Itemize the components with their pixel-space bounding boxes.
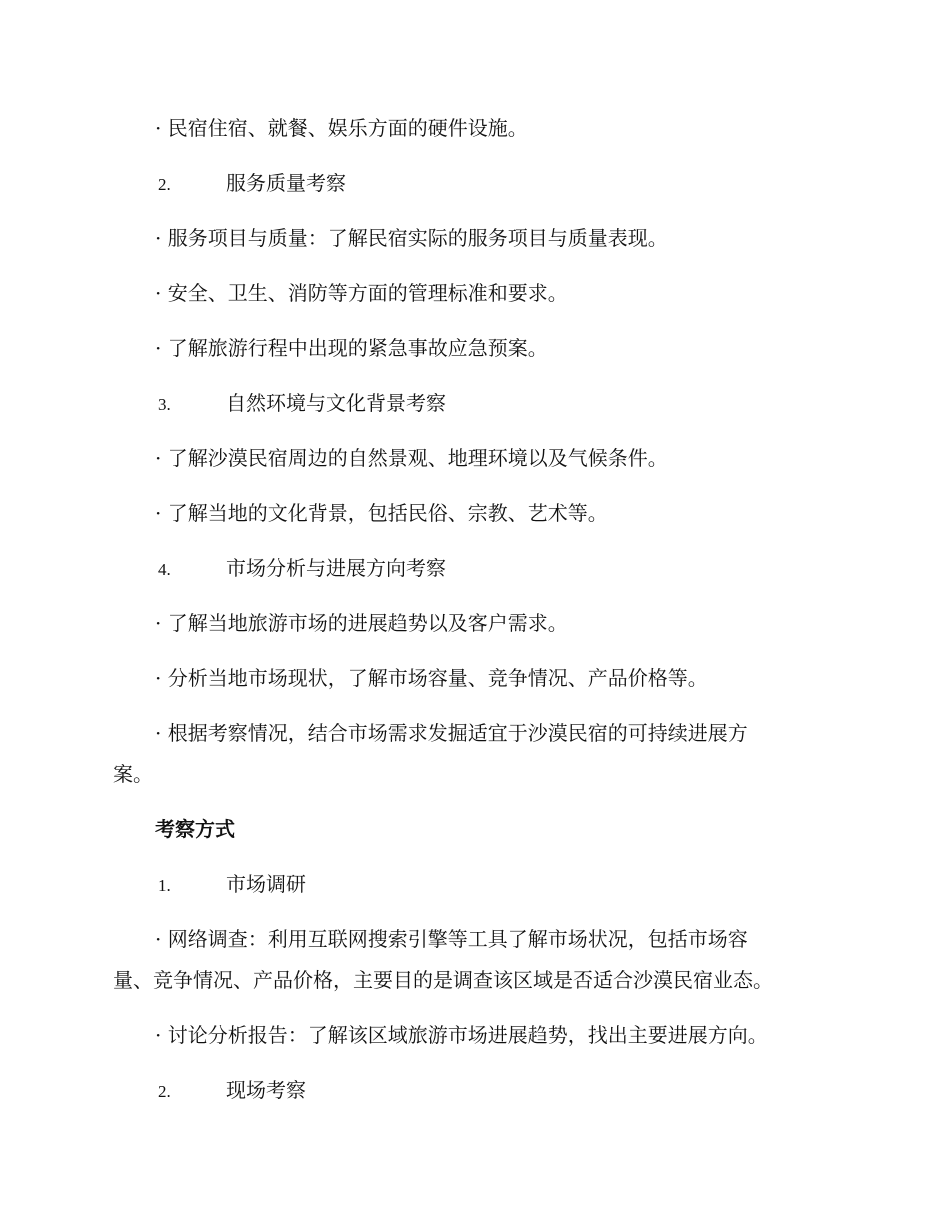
bullet-natural-landscape: · 了解沙漠民宿周边的自然景观、地理环境以及气候条件。: [155, 446, 668, 470]
section-market-research: [158, 870, 306, 900]
list-number: 3.: [158, 395, 171, 414]
section-field-survey: [158, 1076, 306, 1106]
list-number: 2.: [158, 175, 171, 194]
list-title: 自然环境与文化背景考察: [226, 391, 446, 415]
list-number: 1.: [158, 876, 171, 895]
bullet-emergency-plan: · 了解旅游行程中出现的紧急事故应急预案。: [155, 336, 548, 360]
list-number: 2.: [158, 1082, 171, 1101]
bullet-hardware-facilities: · 民宿住宿、就餐、娱乐方面的硬件设施。: [155, 116, 528, 140]
bullet-sustainable-plan: · 根据考察情况，结合市场需求发掘适宜于沙漠民宿的可持续进展方: [155, 721, 748, 745]
list-title: 市场分析与进展方向考察: [226, 556, 446, 580]
bullet-market-trend: · 了解当地旅游市场的进展趋势以及客户需求。: [155, 611, 568, 635]
bullet-online-survey: · 网络调查：利用互联网搜索引擎等工具了解市场状况，包括市场容: [155, 927, 748, 951]
section-nature-culture: [158, 389, 446, 419]
bullet-online-survey-continuation: 量、竞争情况、产品价格，主要目的是调查该区域是否适合沙漠民宿业态。: [113, 968, 773, 992]
heading-survey-methods: 考察方式: [155, 817, 235, 841]
list-title: 服务质量考察: [226, 171, 346, 195]
section-market-analysis: [158, 554, 446, 584]
list-number: 4.: [158, 560, 171, 579]
bullet-sustainable-plan-continuation: 案。: [113, 762, 153, 786]
bullet-market-status: · 分析当地市场现状，了解市场容量、竞争情况、产品价格等。: [155, 666, 708, 690]
bullet-service-items: · 服务项目与质量：了解民宿实际的服务项目与质量表现。: [155, 226, 668, 250]
section-service-quality: [158, 169, 346, 199]
bullet-safety-standards: · 安全、卫生、消防等方面的管理标准和要求。: [155, 281, 568, 305]
list-title: 现场考察: [226, 1078, 306, 1102]
bullet-report-analysis: · 讨论分析报告：了解该区域旅游市场进展趋势，找出主要进展方向。: [155, 1023, 768, 1047]
list-title: 市场调研: [226, 872, 306, 896]
bullet-cultural-background: · 了解当地的文化背景，包括民俗、宗教、艺术等。: [155, 501, 608, 525]
